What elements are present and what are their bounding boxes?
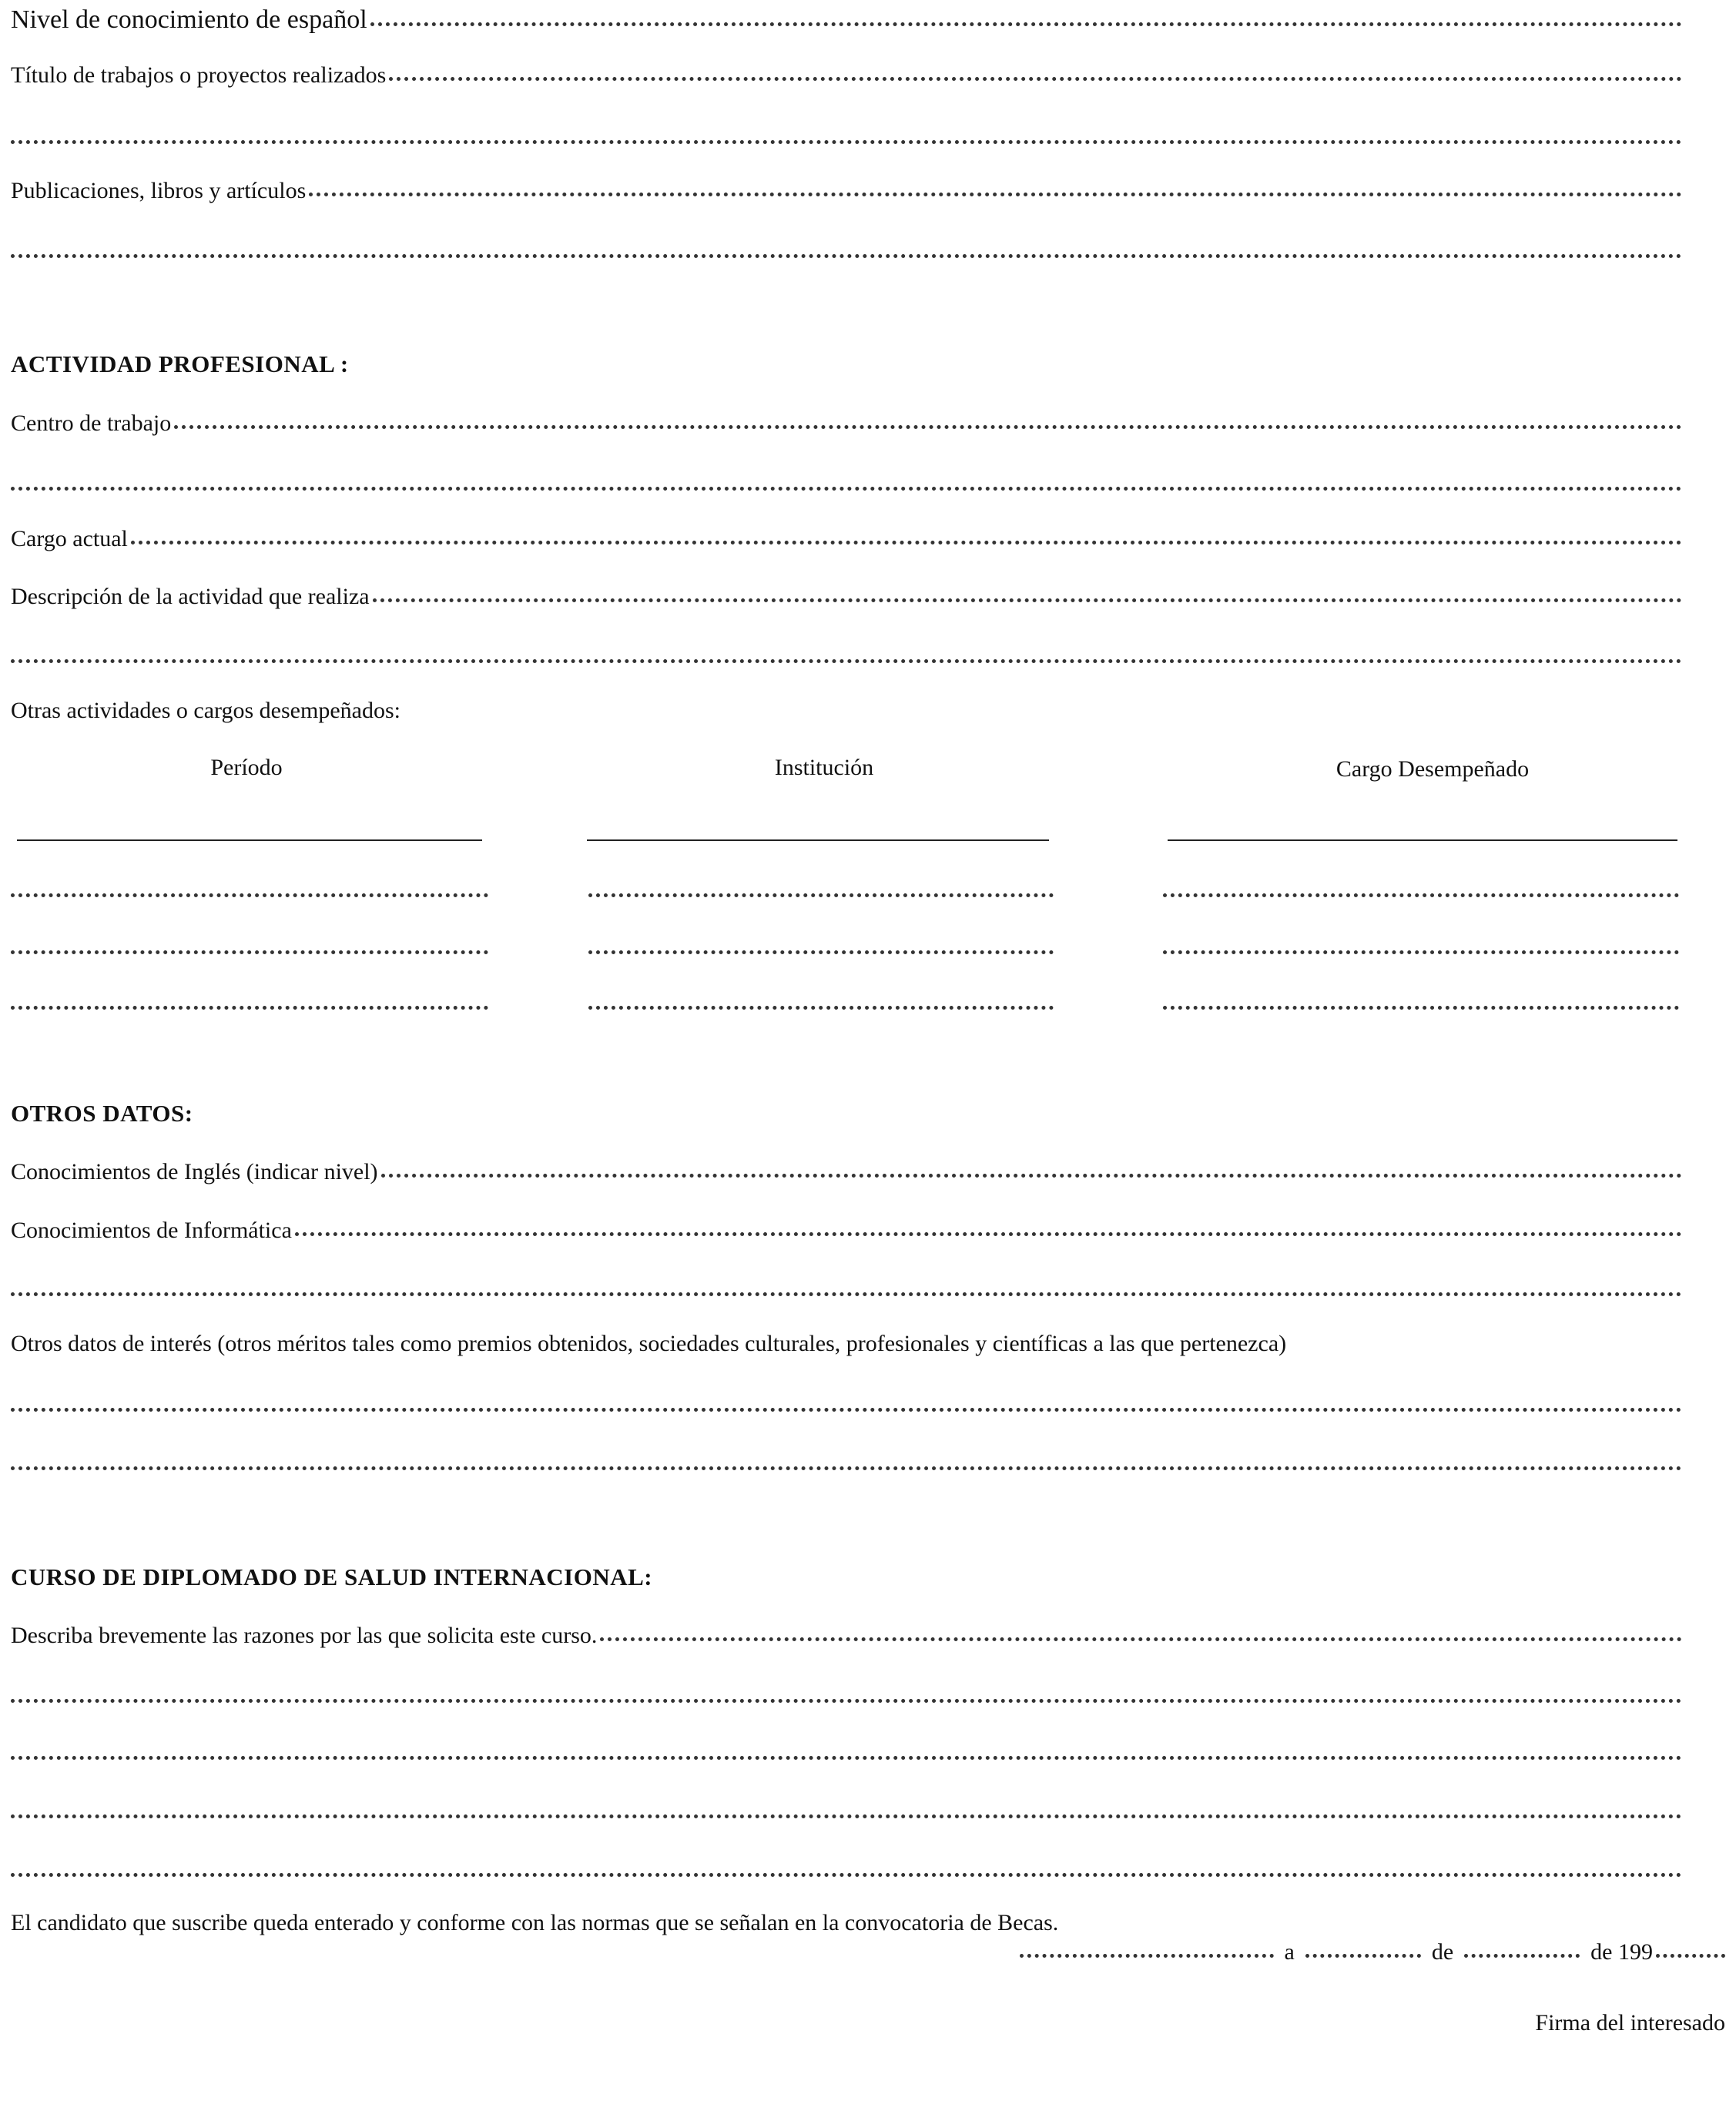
course-reasons-line-2[interactable] xyxy=(11,1756,1682,1760)
place-dots[interactable] xyxy=(1020,1954,1274,1958)
institution-row-3[interactable] xyxy=(588,1006,1054,1010)
course-heading: CURSO DE DIPLOMADO DE SALUD INTERNACIONAL: xyxy=(11,1563,653,1590)
computing-continuation-line[interactable] xyxy=(11,1292,1682,1296)
column-header-position-held: Cargo Desempeñado xyxy=(1336,756,1530,782)
current-position-field[interactable] xyxy=(11,524,1682,555)
english-knowledge-dots xyxy=(381,1174,1682,1178)
activity-description-field[interactable] xyxy=(11,581,1682,612)
activity-description-label: Descripción de la actividad que realiza xyxy=(11,584,370,609)
period-row-2[interactable] xyxy=(11,950,488,954)
spanish-level-dots xyxy=(370,22,1682,26)
publications-dots xyxy=(309,193,1682,196)
position-row-3[interactable] xyxy=(1163,1006,1679,1010)
column-header-institution: Institución xyxy=(774,755,874,780)
publications-label: Publicaciones, libros y artículos xyxy=(11,178,307,203)
computing-knowledge-label: Conocimientos de Informática xyxy=(11,1218,292,1243)
workplace-continuation-line[interactable] xyxy=(11,487,1682,491)
month-dots[interactable] xyxy=(1464,1954,1580,1958)
other-data-heading: OTROS DATOS: xyxy=(11,1100,193,1127)
institution-row-1[interactable] xyxy=(588,893,1054,897)
date-word-a: a xyxy=(1284,1939,1295,1965)
day-dots[interactable] xyxy=(1305,1954,1421,1958)
institution-header-underline xyxy=(587,839,1049,841)
course-reasons-dots xyxy=(600,1637,1682,1641)
other-activities-label: Otras actividades o cargos desempeñados: xyxy=(11,698,400,723)
position-row-2[interactable] xyxy=(1163,950,1679,954)
course-reasons-line-4[interactable] xyxy=(11,1873,1682,1877)
course-reasons-field[interactable] xyxy=(11,1620,1682,1651)
computing-knowledge-field[interactable] xyxy=(11,1215,1682,1246)
period-header-underline xyxy=(17,839,482,841)
place-date-line xyxy=(1020,1939,1725,1965)
year-dots[interactable] xyxy=(1656,1954,1725,1958)
date-word-de-2: de 199 xyxy=(1590,1939,1653,1965)
projects-field[interactable] xyxy=(11,60,1682,91)
publications-field[interactable] xyxy=(11,176,1682,206)
workplace-label: Centro de trabajo xyxy=(11,410,172,436)
projects-label: Título de trabajos o proyectos realizados xyxy=(11,62,387,88)
workplace-dots xyxy=(174,425,1682,429)
other-interest-line-1[interactable] xyxy=(11,1408,1682,1412)
agreement-text: El candidato que suscribe queda enterado y conforme con las normas que se señalan en la convocatoria de Becas. xyxy=(11,1910,1059,1935)
signature-label: Firma del interesado xyxy=(1535,2010,1725,2036)
course-reasons-line-1[interactable] xyxy=(11,1699,1682,1703)
position-header-underline xyxy=(1168,839,1677,841)
position-row-1[interactable] xyxy=(1163,893,1679,897)
english-knowledge-label: Conocimientos de Inglés (indicar nivel) xyxy=(11,1159,378,1184)
activity-description-continuation-line[interactable] xyxy=(11,659,1682,663)
period-row-3[interactable] xyxy=(11,1006,488,1010)
projects-continuation-line[interactable] xyxy=(11,140,1682,144)
date-word-de-1: de xyxy=(1431,1939,1454,1965)
computing-knowledge-dots xyxy=(295,1232,1682,1236)
activity-description-dots xyxy=(373,598,1682,602)
other-interest-label: Otros datos de interés (otros méritos tales como premios obtenidos, sociedades culturales, profesionales y científicas a las que pertenezca) xyxy=(11,1331,1287,1356)
spanish-level-label: Nivel de conocimiento de español xyxy=(11,5,367,34)
course-reasons-line-3[interactable] xyxy=(11,1814,1682,1818)
other-interest-line-2[interactable] xyxy=(11,1466,1682,1470)
current-position-dots xyxy=(131,541,1682,544)
course-reasons-label: Describa brevemente las razones por las que solicita este curso. xyxy=(11,1623,598,1648)
spanish-level-field[interactable] xyxy=(11,5,1682,35)
period-row-1[interactable] xyxy=(11,893,488,897)
english-knowledge-field[interactable] xyxy=(11,1157,1682,1188)
publications-continuation-line[interactable] xyxy=(11,254,1682,258)
current-position-label: Cargo actual xyxy=(11,526,128,551)
workplace-field[interactable] xyxy=(11,408,1682,439)
institution-row-2[interactable] xyxy=(588,950,1054,954)
column-header-period: Período xyxy=(210,755,283,780)
projects-dots xyxy=(389,77,1682,81)
professional-activity-heading: ACTIVIDAD PROFESIONAL : xyxy=(11,350,349,377)
